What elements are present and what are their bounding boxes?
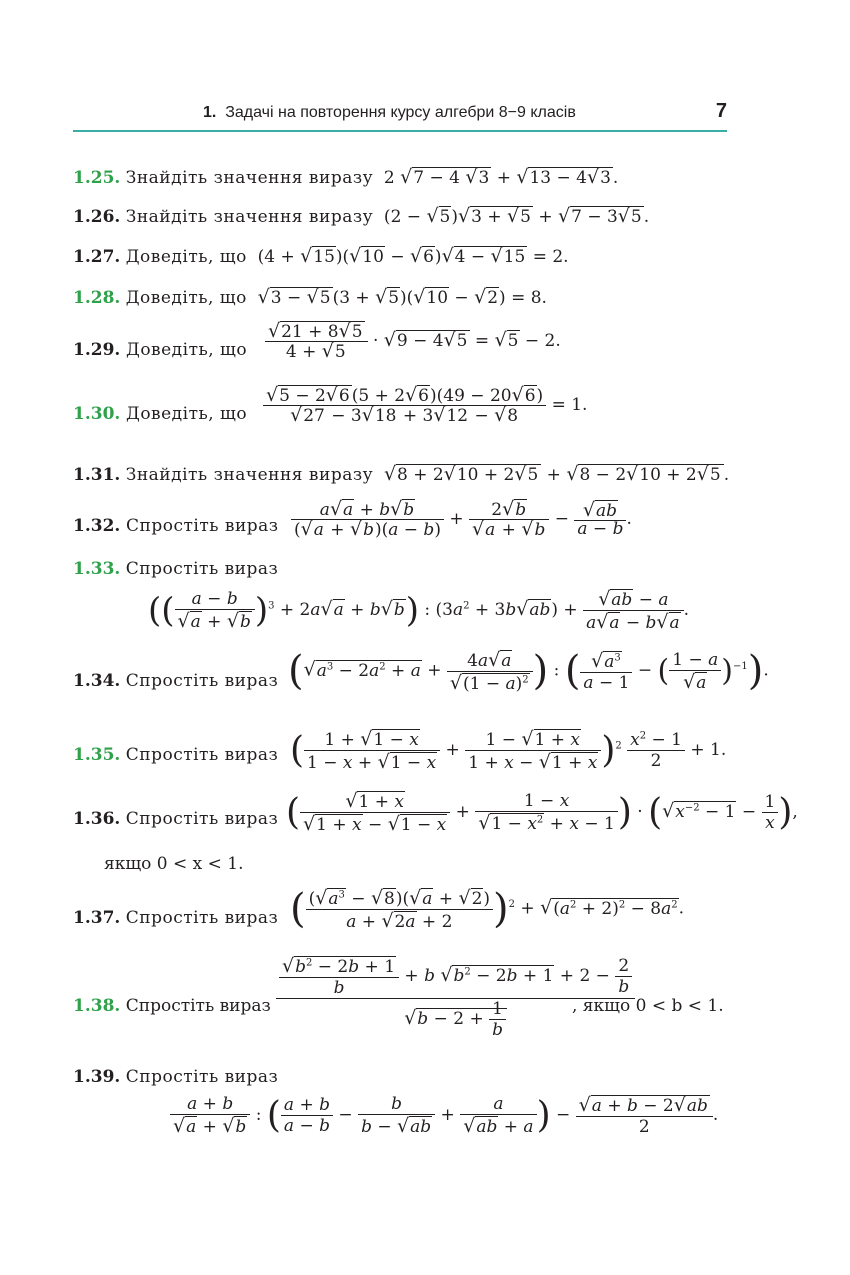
formula-1-37: ( $\frac{(√a^3 - √8)(√a + √2)}{a + √2a + 2}$ )$^2 + √(a^2 + 2)^2 - 8a^2$.	[290, 886, 685, 932]
problem-text: Спростіть вираз	[125, 745, 279, 765]
problem-number: 1.34.	[73, 671, 121, 691]
problem-text: Доведіть, що	[125, 247, 247, 267]
problem-1-27	[73, 247, 569, 266]
problem-1-28	[73, 288, 547, 307]
problem-1-36	[73, 811, 278, 828]
formula-1-38: $\frac{√b^2 - 2b + 1}{b}$ + b $√b^2 - 2b + 1 + 2$ − $\frac{2}{b}$ √b − 2 + $\frac{1}{b}$	[276, 955, 635, 1040]
problem-number: 1.28.	[73, 288, 121, 308]
problem-1-38	[73, 998, 271, 1015]
formula: √3 − √5 (3 + √5)(√10 − √2) = 8.	[257, 286, 547, 308]
problem-number: 1.39.	[73, 1067, 121, 1087]
problem-1-34	[73, 673, 278, 690]
problem-text: Спростіть вираз	[125, 809, 279, 829]
problem-text: Доведіть, що	[126, 340, 248, 360]
problem-text: Знайдіть значення виразу	[125, 207, 374, 227]
problem-number: 1.37.	[73, 908, 121, 928]
problem-number: 1.25.	[73, 168, 121, 188]
problem-number: 1.31.	[73, 465, 121, 485]
page-header	[73, 98, 727, 132]
problem-number: 1.26.	[73, 207, 121, 227]
problem-text: Спростіть вираз	[125, 671, 279, 691]
problem-text: Спростіть вираз	[126, 516, 279, 536]
problem-number: 1.38.	[73, 996, 121, 1016]
problem-text: Доведіть, що	[125, 288, 247, 308]
chapter-title: Задачі на повторення курсу алгебри 8−9 класів	[225, 104, 576, 121]
problem-text: Спростіть вираз	[125, 1067, 279, 1087]
problem-number: 1.33.	[73, 559, 121, 579]
problem-1-26	[73, 207, 649, 226]
problem-number: 1.27.	[73, 247, 121, 267]
formula: 2 √7 − 4 √3 + √13 − 4√3 .	[378, 166, 619, 188]
problem-1-39	[73, 1069, 278, 1086]
problem-1-25	[73, 168, 618, 187]
formula: √8 + 2√10 + 2√5 + √8 − 2√10 + 2√5 .	[383, 463, 730, 485]
formula-1-34: ($√a^3 - 2a^2 + a$ + $\frac{4a√a}{√(1 - a)^2}$ ) : ( $\frac{√a^3}{a - 1}$ − ( $\frac{1 - a}{√a}$ )$^{-1}$).	[288, 648, 769, 694]
chapter-number: 1.	[203, 104, 217, 121]
problem-number: 1.36.	[73, 809, 121, 829]
problem-text: Спростіть вираз	[125, 996, 271, 1016]
formula-1-35: ( $\frac{1 + √1 - x}{1 - x + √1 - x}$ + $\frac{1 - √1 + x}{1 + x - √1 + x}$ )$^2$ $\frac{x^2 - 1}{2}$ + 1.	[290, 728, 727, 773]
problem-number: 1.35.	[73, 745, 121, 765]
formula: $\frac{√5 - 2√6 (5 + 2√6)(49 - 20√6)}{√27 - 3√18 + 3√12 - √8}$ = 1.	[263, 386, 587, 425]
problem-text: Спростіть вираз	[125, 908, 279, 928]
condition-1-36: якщо 0 < x < 1.	[104, 854, 244, 874]
problem-1-31	[73, 465, 729, 484]
problem-text: Доведіть, що	[126, 404, 248, 424]
formula-1-36: ( $\frac{√1 + x}{√1 + x - √1 - x}$ + $\frac{1 - x}{√1 - x^2 + x - 1}$ ) · ($√x^{-2} - 1$ − $\frac{1}{x}$ ),	[286, 790, 798, 835]
formula: $\frac{√21 + 8√5}{4 + √5}$ · √9 − 4√5 = √5 − 2.	[265, 322, 561, 361]
problem-1-35	[73, 747, 278, 764]
problem-text: Спростіть вираз	[125, 559, 279, 579]
problem-number: 1.29.	[73, 340, 121, 360]
problem-text: Знайдіть значення виразу	[125, 168, 374, 188]
formula: $\frac{a√a + b√b}{(√a + √b)(a - b)}$ + $\frac{2√b}{√a + √b}$ − $\frac{√ab}{a - b}$ .	[291, 500, 632, 539]
problem-text: Знайдіть значення виразу	[125, 465, 374, 485]
problem-1-33	[73, 561, 278, 578]
page-number: 7	[715, 100, 727, 122]
formula-1-33: (( $\frac{a - b}{√a + √b}$ )$^3$ + 2a√a + b√b) : $(3a^2 + 3b√ab)$ + $\frac{√ab - a}{a√a - b√a}$ .	[148, 588, 690, 633]
formula-1-39: $\frac{a + b}{√a + √b}$ : ( $\frac{a + b}{a - b}$ − $\frac{b}{b - √ab}$ + $\frac{a}{√ab + a}$ ) − $\frac{√a + b - 2√ab}{2}$ .	[170, 1094, 718, 1137]
condition-1-38: , якщо 0 < b < 1.	[572, 996, 724, 1016]
problem-number: 1.30.	[73, 404, 121, 424]
problem-number: 1.32.	[73, 516, 121, 536]
formula: (2 − √5)√3 + √5 + √7 − 3√5 .	[378, 205, 650, 227]
formula: (4 + √15)(√10 − √6)√4 − √15 = 2.	[252, 245, 569, 267]
problem-1-37	[73, 910, 278, 927]
